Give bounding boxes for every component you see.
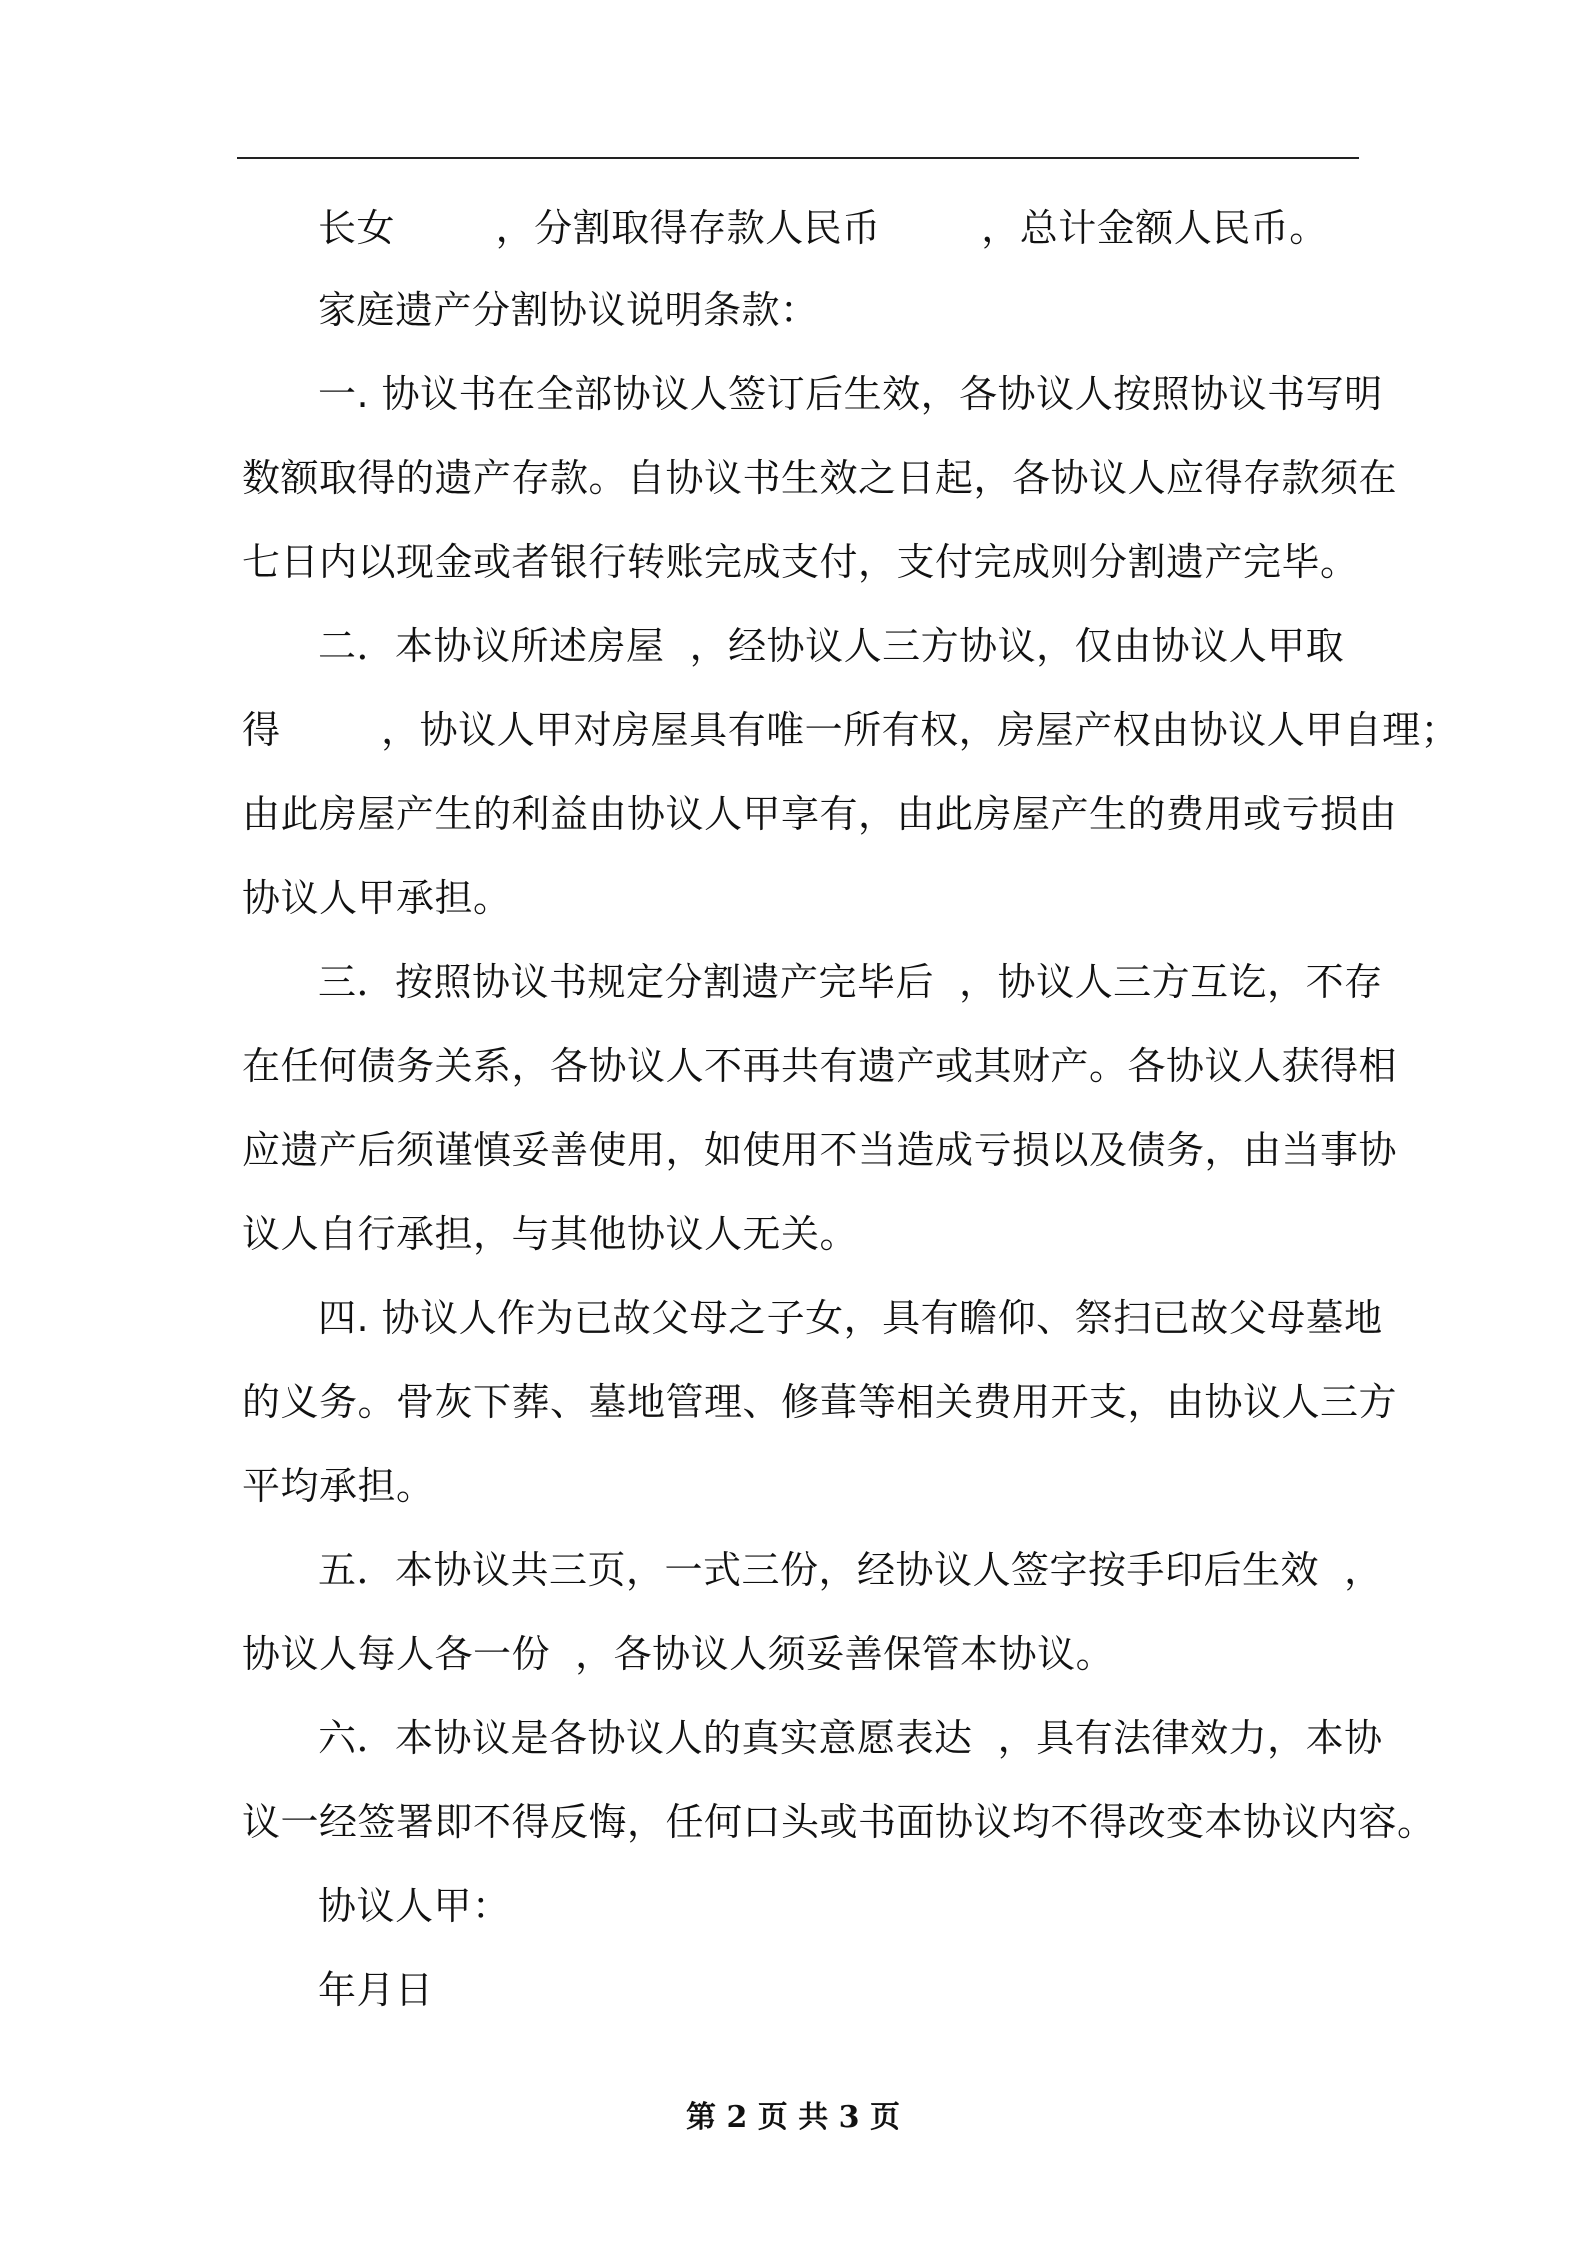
- text-line-1: 长女 ，分割取得存款人民币 ，总计金额人民币。: [318, 206, 1328, 250]
- date-label: 年月日: [318, 1968, 434, 2012]
- text-line-8: 由此房屋产生的利益由协议人甲享有，由此房屋产生的费用或亏损由: [242, 792, 1398, 836]
- text-line-14: 四. 协议人作为已故父母之子女，具有瞻仰、祭扫已故父母墓地: [318, 1296, 1383, 1340]
- page-number-footer: 第 2 页 共 3 页: [686, 2100, 900, 2135]
- text-line-19: 六．本协议是各协议人的真实意愿表达 ，具有法律效力，本协: [318, 1716, 1383, 1760]
- text-line-5: 七日内以现金或者银行转账完成支付，支付完成则分割遗产完毕。: [242, 540, 1359, 584]
- text-line-18: 协议人每人各一份 ，各协议人须妥善保管本协议。: [242, 1632, 1115, 1676]
- text-line-17: 五．本协议共三页，一式三份，经协议人签字按手印后生效 ，: [318, 1548, 1383, 1592]
- text-line-20: 议一经签署即不得反悔，任何口头或书面协议均不得改变本协议内容。: [242, 1800, 1436, 1844]
- text-line-4: 数额取得的遗产存款。自协议书生效之日起，各协议人应得存款须在: [242, 456, 1398, 500]
- header-rule: [237, 157, 1359, 159]
- text-line-13: 议人自行承担，与其他协议人无关。: [242, 1212, 859, 1256]
- text-line-10: 三．按照协议书规定分割遗产完毕后 ，协议人三方互讫，不存: [318, 960, 1383, 1004]
- text-line-6: 二．本协议所述房屋 ，经协议人三方协议，仅由协议人甲取: [318, 624, 1345, 668]
- text-line-2: 家庭遗产分割协议说明条款：: [318, 288, 819, 332]
- text-line-16: 平均承担。: [242, 1464, 435, 1508]
- signature-party-a-label: 协议人甲：: [318, 1884, 511, 1928]
- text-line-7: 得 ，协议人甲对房屋具有唯一所有权，房屋产权由协议人甲自理；: [242, 708, 1460, 752]
- text-line-11: 在任何债务关系，各协议人不再共有遗产或其财产。各协议人获得相: [242, 1044, 1398, 1088]
- text-line-12: 应遗产后须谨慎妥善使用，如使用不当造成亏损以及债务，由当事协: [242, 1128, 1398, 1172]
- text-line-15: 的义务。骨灰下葬、墓地管理、修葺等相关费用开支，由协议人三方: [242, 1380, 1398, 1424]
- text-line-9: 协议人甲承担。: [242, 876, 512, 920]
- text-line-3: 一. 协议书在全部协议人签订后生效，各协议人按照协议书写明: [318, 372, 1383, 416]
